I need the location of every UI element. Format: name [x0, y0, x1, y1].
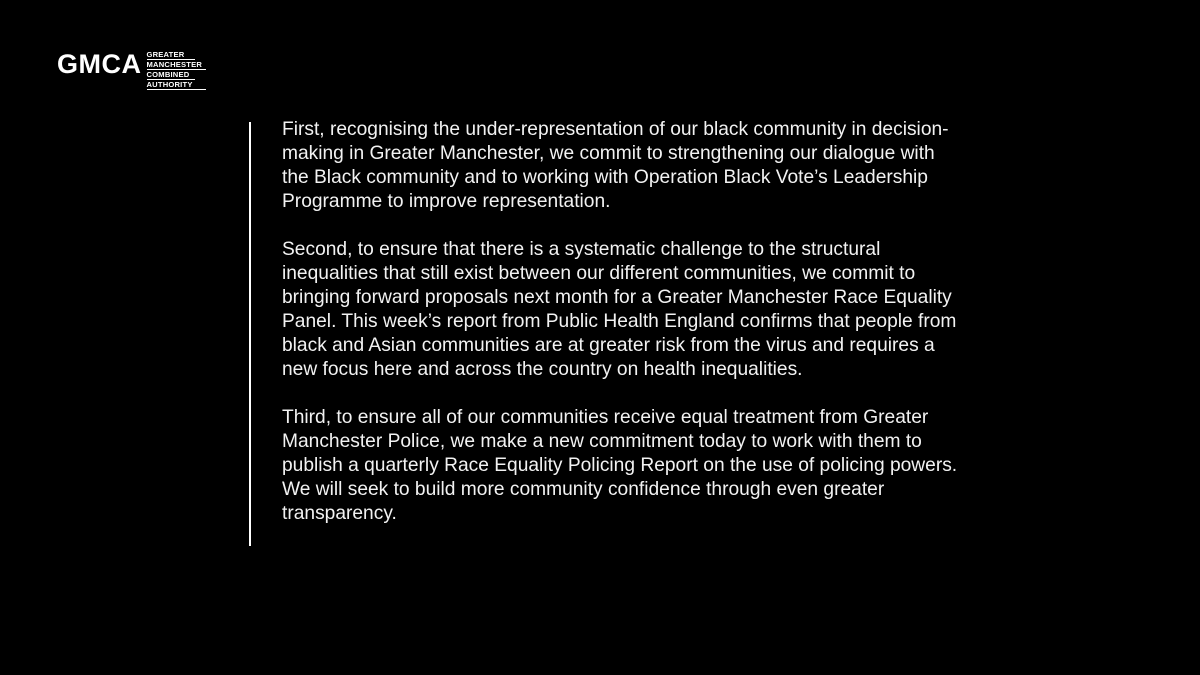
logo-line-manchester: MANCHESTER	[147, 60, 206, 70]
paragraph-third: Third, to ensure all of our communities receive equal treatment from Greater Manchester Police, we make a new commitment today to work with them to publish a quarterly Race Equality Policing Report on the use of policing powers. We will seek to build more community confidence through even greater transparency.	[282, 407, 958, 524]
logo-line-greater: GREATER	[147, 50, 195, 60]
statement-body	[282, 118, 962, 526]
logo-wordmark: GMCA	[57, 49, 142, 79]
gmca-logo	[57, 50, 206, 90]
logo-line-combined: COMBINED	[147, 70, 195, 80]
logo-line-authority: AUTHORITY	[147, 80, 206, 90]
paragraph-second: Second, to ensure that there is a systematic challenge to the structural inequalities that still exist between our different communities, we commit to bringing forward proposals next month for a Greater Manchester Race Equality Panel. This week’s report from Public Health England confirms that people from black and Asian communities are at greater risk from the virus and requires a new focus here and across the country on health inequalities.	[282, 239, 957, 380]
vertical-divider	[249, 122, 251, 546]
logo-full-name	[147, 50, 206, 90]
paragraph-first: First, recognising the under-representation of our black community in decision-making in Greater Manchester, we commit to strengthening our dialogue with the Black community and to working with Operation Black Vote’s Leadership Programme to improve representation.	[282, 119, 949, 212]
